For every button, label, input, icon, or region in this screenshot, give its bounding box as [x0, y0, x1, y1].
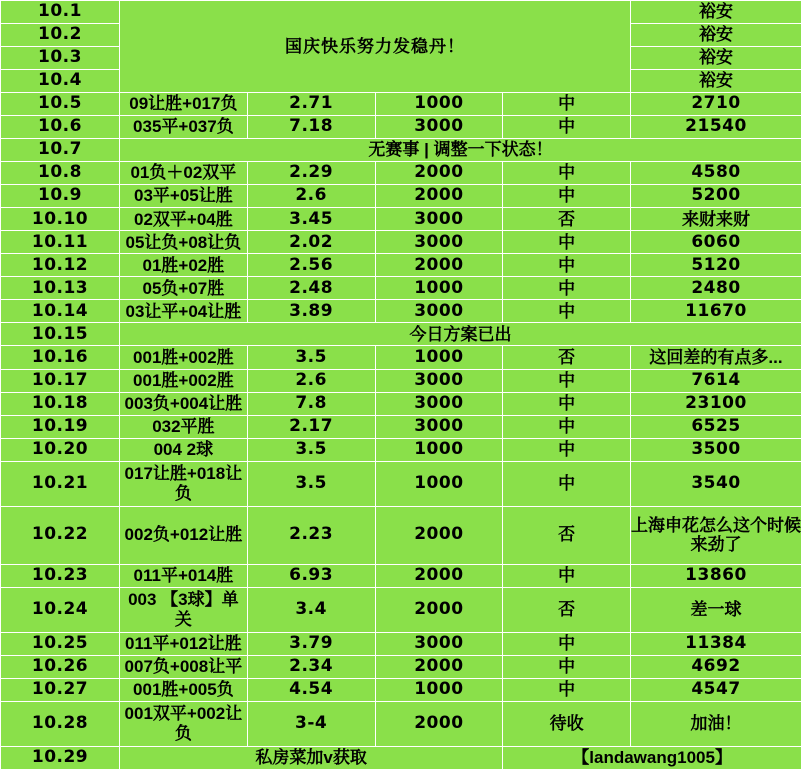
table-row — [1, 254, 802, 277]
row-payout: 4547 — [631, 678, 802, 701]
table-row — [1, 701, 802, 746]
table-row — [1, 438, 802, 461]
row-result: 中 — [503, 632, 631, 655]
row-odds: 4.54 — [247, 678, 375, 701]
table-row — [1, 277, 802, 300]
brand-label: 裕安 — [631, 1, 802, 24]
row-date: 10.3 — [1, 47, 120, 70]
row-odds: 3.5 — [247, 438, 375, 461]
row-result: 中 — [503, 415, 631, 438]
row-date: 10.16 — [1, 346, 120, 369]
row-result: 中 — [503, 254, 631, 277]
row-pick: 001双平+002让负 — [120, 701, 248, 746]
row-pick: 01胜+02胜 — [120, 254, 248, 277]
row-result: 中 — [503, 277, 631, 300]
row-result: 中 — [503, 438, 631, 461]
row-result: 中 — [503, 564, 631, 587]
row-date: 10.10 — [1, 208, 120, 231]
table-row — [1, 208, 802, 231]
row-date: 10.19 — [1, 415, 120, 438]
row-odds: 3.45 — [247, 208, 375, 231]
row-payout: 2710 — [631, 93, 802, 116]
table-row — [1, 392, 802, 415]
row-date: 10.28 — [1, 701, 120, 746]
row-odds: 3.5 — [247, 461, 375, 506]
row-pick: 007负+008让平 — [120, 655, 248, 678]
contact-handle[interactable]: 【landawang1005】 — [503, 746, 802, 769]
row-odds: 6.93 — [247, 564, 375, 587]
row-result: 中 — [503, 185, 631, 208]
table-row — [1, 369, 802, 392]
row-pick: 001胜+002胜 — [120, 369, 248, 392]
row-stake: 1000 — [375, 678, 503, 701]
brand-label: 裕安 — [631, 70, 802, 93]
row-date: 10.20 — [1, 438, 120, 461]
row-pick: 032平胜 — [120, 415, 248, 438]
row-pick: 03平+05让胜 — [120, 185, 248, 208]
row-payout: 5120 — [631, 254, 802, 277]
row-date: 10.14 — [1, 300, 120, 323]
row-payout: 5200 — [631, 185, 802, 208]
row-payout: 3540 — [631, 461, 802, 506]
row-odds: 2.71 — [247, 93, 375, 116]
row-payout: 23100 — [631, 392, 802, 415]
row-odds: 2.6 — [247, 369, 375, 392]
table-row — [1, 564, 802, 587]
row-result: 否 — [503, 208, 631, 231]
row-note: 今日方案已出 — [120, 323, 802, 346]
table-row — [1, 746, 802, 769]
row-payout: 差一球 — [631, 587, 802, 632]
row-stake: 3000 — [375, 369, 503, 392]
row-pick: 004 2球 — [120, 438, 248, 461]
row-payout: 11384 — [631, 632, 802, 655]
row-pick: 02双平+04胜 — [120, 208, 248, 231]
table-row — [1, 506, 802, 564]
row-pick: 09让胜+017负 — [120, 93, 248, 116]
row-date: 10.21 — [1, 461, 120, 506]
table-row — [1, 587, 802, 632]
row-result: 中 — [503, 300, 631, 323]
row-payout: 7614 — [631, 369, 802, 392]
row-odds: 2.17 — [247, 415, 375, 438]
row-pick: 011平+012让胜 — [120, 632, 248, 655]
row-payout: 2480 — [631, 277, 802, 300]
row-payout: 11670 — [631, 300, 802, 323]
row-payout: 4580 — [631, 162, 802, 185]
row-stake: 2000 — [375, 185, 503, 208]
table-row — [1, 346, 802, 369]
row-date: 10.15 — [1, 323, 120, 346]
row-pick: 002负+012让胜 — [120, 506, 248, 564]
table-row — [1, 185, 802, 208]
row-stake: 3000 — [375, 208, 503, 231]
row-stake: 2000 — [375, 162, 503, 185]
row-payout: 21540 — [631, 116, 802, 139]
row-note: 无赛事 | 调整一下状态！ — [120, 139, 802, 162]
row-date: 10.8 — [1, 162, 120, 185]
row-stake: 1000 — [375, 346, 503, 369]
table-row — [1, 300, 802, 323]
row-stake: 2000 — [375, 564, 503, 587]
row-date: 10.2 — [1, 24, 120, 47]
table-row — [1, 655, 802, 678]
row-result: 待收 — [503, 701, 631, 746]
table-row — [1, 461, 802, 506]
row-odds: 3.89 — [247, 300, 375, 323]
row-odds: 2.6 — [247, 185, 375, 208]
row-pick: 003 【3球】单关 — [120, 587, 248, 632]
row-stake: 2000 — [375, 587, 503, 632]
row-odds: 3.5 — [247, 346, 375, 369]
row-pick: 03让平+04让胜 — [120, 300, 248, 323]
table-row — [1, 139, 802, 162]
table-row — [1, 162, 802, 185]
row-payout: 加油！ — [631, 701, 802, 746]
table-body — [1, 1, 802, 770]
row-date: 10.26 — [1, 655, 120, 678]
row-result: 否 — [503, 506, 631, 564]
row-date: 10.27 — [1, 678, 120, 701]
row-pick: 017让胜+018让负 — [120, 461, 248, 506]
row-payout: 4692 — [631, 655, 802, 678]
row-odds: 3.79 — [247, 632, 375, 655]
row-stake: 1000 — [375, 438, 503, 461]
row-date: 10.5 — [1, 93, 120, 116]
row-stake: 2000 — [375, 701, 503, 746]
row-payout: 3500 — [631, 438, 802, 461]
row-odds: 2.23 — [247, 506, 375, 564]
brand-label: 裕安 — [631, 24, 802, 47]
row-pick: 003负+004让胜 — [120, 392, 248, 415]
table-row — [1, 415, 802, 438]
row-date: 10.1 — [1, 1, 120, 24]
row-date: 10.13 — [1, 277, 120, 300]
row-date: 10.4 — [1, 70, 120, 93]
table-row — [1, 323, 802, 346]
row-stake: 3000 — [375, 300, 503, 323]
row-result: 否 — [503, 346, 631, 369]
row-date: 10.12 — [1, 254, 120, 277]
row-pick: 011平+014胜 — [120, 564, 248, 587]
row-result: 中 — [503, 392, 631, 415]
row-stake: 3000 — [375, 116, 503, 139]
row-odds: 2.56 — [247, 254, 375, 277]
row-pick: 001胜+002胜 — [120, 346, 248, 369]
table-row — [1, 678, 802, 701]
row-date: 10.29 — [1, 746, 120, 769]
row-stake: 2000 — [375, 506, 503, 564]
row-result: 中 — [503, 678, 631, 701]
row-stake: 3000 — [375, 632, 503, 655]
row-stake: 1000 — [375, 93, 503, 116]
row-stake: 1000 — [375, 461, 503, 506]
row-odds: 3.4 — [247, 587, 375, 632]
row-date: 10.25 — [1, 632, 120, 655]
row-result: 中 — [503, 655, 631, 678]
row-date: 10.24 — [1, 587, 120, 632]
row-stake: 2000 — [375, 655, 503, 678]
row-payout: 来财来财 — [631, 208, 802, 231]
row-date: 10.22 — [1, 506, 120, 564]
row-payout: 上海申花怎么这个时候来劲了 — [631, 506, 802, 564]
row-pick: 001胜+005负 — [120, 678, 248, 701]
row-payout: 这回差的有点多... — [631, 346, 802, 369]
table-row — [1, 116, 802, 139]
row-odds: 2.48 — [247, 277, 375, 300]
row-pick: 05让负+08让负 — [120, 231, 248, 254]
row-odds: 2.34 — [247, 655, 375, 678]
row-stake: 3000 — [375, 231, 503, 254]
row-pick: 05负+07胜 — [120, 277, 248, 300]
row-payout: 6060 — [631, 231, 802, 254]
row-odds: 7.18 — [247, 116, 375, 139]
row-result: 中 — [503, 231, 631, 254]
row-odds: 3-4 — [247, 701, 375, 746]
row-date: 10.6 — [1, 116, 120, 139]
row-result: 中 — [503, 116, 631, 139]
row-stake: 3000 — [375, 415, 503, 438]
row-pick: 035平+037负 — [120, 116, 248, 139]
contact-prompt: 私房菜加v获取 — [120, 746, 503, 769]
row-odds: 7.8 — [247, 392, 375, 415]
row-odds: 2.02 — [247, 231, 375, 254]
row-stake: 1000 — [375, 277, 503, 300]
table-row — [1, 632, 802, 655]
table-row — [1, 93, 802, 116]
row-date: 10.9 — [1, 185, 120, 208]
row-result: 中 — [503, 461, 631, 506]
row-date: 10.23 — [1, 564, 120, 587]
row-payout: 13860 — [631, 564, 802, 587]
row-date: 10.7 — [1, 139, 120, 162]
banner-title: 国庆快乐努力发稳丹！ — [120, 1, 631, 93]
row-stake: 3000 — [375, 392, 503, 415]
row-result: 中 — [503, 369, 631, 392]
row-date: 10.17 — [1, 369, 120, 392]
row-result: 中 — [503, 162, 631, 185]
table-row — [1, 231, 802, 254]
row-pick: 01负＋02双平 — [120, 162, 248, 185]
row-date: 10.11 — [1, 231, 120, 254]
row-payout: 6525 — [631, 415, 802, 438]
row-result: 否 — [503, 587, 631, 632]
row-stake: 2000 — [375, 254, 503, 277]
row-result: 中 — [503, 93, 631, 116]
row-date: 10.18 — [1, 392, 120, 415]
table-row — [1, 1, 802, 24]
brand-label: 裕安 — [631, 47, 802, 70]
row-odds: 2.29 — [247, 162, 375, 185]
